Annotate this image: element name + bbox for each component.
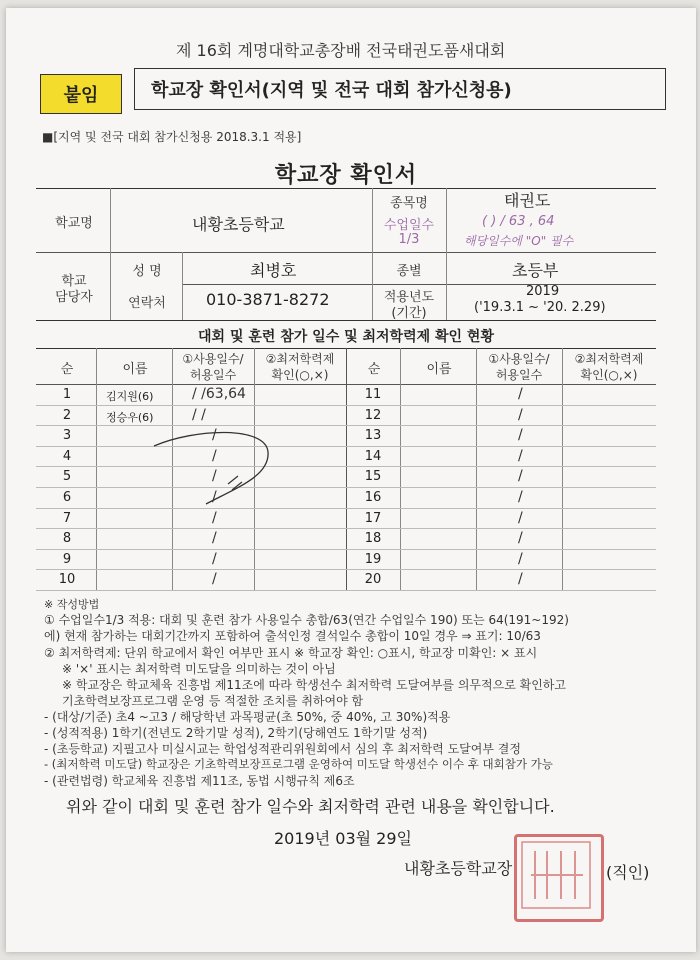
- days-label: 수업일수: [383, 218, 435, 233]
- document-subheading: 학교장 확인서(지역 및 전국 대회 참가신청용): [134, 68, 666, 110]
- header-academic: ②최저학력제: [265, 352, 335, 366]
- note-7: - (초등학교) 지필고사 미실시교는 학업성적관리위원회에서 심의 후 최저학력 도달여부 결정: [44, 742, 521, 756]
- header-days-right-2: 허용일수: [495, 368, 543, 382]
- row-number-right: 16: [364, 490, 382, 505]
- year-value: 2019: [526, 284, 560, 299]
- row-number-right: 12: [364, 407, 382, 423]
- note-4: ※ 학교장은 학교체육 진흥법 제11조에 따라 학생선수 최저학력 도달여부를 의무적으로 확인하고: [62, 678, 566, 692]
- row-number: 7: [62, 510, 72, 526]
- category-label: 종별: [396, 264, 422, 279]
- year-label-2: (기간): [391, 306, 427, 321]
- days-entry: /: [212, 489, 217, 505]
- row-number: 10: [58, 572, 76, 588]
- days-entry: /: [212, 530, 217, 547]
- header-academic-right-2: 확인(○,×): [580, 368, 638, 382]
- days-entry-right: /: [518, 571, 523, 588]
- days-entry: /: [212, 571, 217, 588]
- school-name: 내황초등학교: [192, 215, 285, 234]
- header-name-right: 이름: [426, 362, 452, 377]
- header-name: 이름: [122, 362, 148, 377]
- days-required-note: 해당일수에 "O" 필수: [464, 234, 574, 248]
- phone-label: 연락처: [128, 296, 166, 311]
- days-entry-right: /: [518, 468, 523, 485]
- note-1: ① 수업일수1/3 적용: 대회 및 훈련 참가 사용일수 총합/63(연간 수업일수 190) 또는 64(191~192): [44, 613, 569, 627]
- event-label: 종목명: [390, 196, 428, 211]
- year-period: ('19.3.1 ~ '20. 2.29): [474, 300, 606, 315]
- days-entry-right: /: [518, 530, 523, 547]
- days-value: ( ) / 63 , 64: [482, 214, 555, 229]
- seal-pattern: [517, 837, 595, 913]
- document-page: [6, 8, 696, 952]
- days-entry-right: /: [518, 427, 523, 444]
- days-entry-right: /: [518, 509, 523, 526]
- note-9: - (관련법령) 학교체육 진흥법 제11조, 동법 시행규칙 제6조: [44, 774, 355, 788]
- row-number-right: 17: [364, 510, 382, 526]
- row-number-right: 15: [364, 469, 382, 485]
- days-entry: / /63,64: [192, 386, 246, 402]
- note-6: - (성적적용) 1학기(전년도 2학기말 성적), 2학기(당해연도 1학기말 성적): [44, 726, 428, 740]
- contact-label-2: 담당자: [55, 290, 93, 305]
- header-no: 순: [60, 362, 74, 377]
- row-number: 4: [62, 448, 72, 464]
- signing-date: 2019년 03월 29일: [274, 829, 412, 848]
- student-name: 김지원(6): [106, 390, 154, 403]
- event-value: 태권도: [504, 191, 551, 210]
- competition-title: 제 16회 계명대학교총장배 전국태권도품새대회: [176, 41, 506, 60]
- days-entry: /: [212, 427, 217, 444]
- header-academic-right: ②최저학력제: [574, 352, 644, 366]
- days-label-ratio: 1/3: [398, 232, 420, 247]
- note-5: - (대상/기준) 초4 ~고3 / 해당학년 과목평균(초 50%, 중 40%, 고 30%)적용: [44, 710, 451, 724]
- row-number-right: 20: [364, 572, 382, 588]
- attachment-badge: 붙임: [40, 74, 122, 114]
- row-number-right: 19: [364, 551, 382, 567]
- principal-signature: 내황초등학교장: [404, 859, 513, 878]
- row-number: 1: [62, 387, 72, 402]
- official-seal: [514, 834, 604, 922]
- days-entry-right: /: [518, 386, 523, 402]
- row-number: 8: [62, 531, 72, 547]
- note-8: - (최저학력 미도달) 학교장은 기초학력보장프로그램 운영하여 미도달 학생선수 이수 후 대회참가 가능: [44, 757, 553, 771]
- name-label: 성 명: [132, 264, 162, 279]
- days-entry-right: /: [518, 447, 523, 464]
- note-3: ※ '×' 표시는 최저학력 미도달을 의미하는 것이 아님: [62, 662, 336, 676]
- seal-label: (직인): [606, 863, 650, 882]
- header-days-2: 허용일수: [189, 368, 237, 382]
- row-number: 3: [62, 428, 72, 444]
- table-section-title: 대회 및 훈련 참가 일수 및 최저학력제 확인 현황: [198, 329, 494, 345]
- scribble-mark: [228, 476, 242, 490]
- header-days: ①사용일수/: [182, 352, 244, 366]
- header-no-right: 순: [367, 362, 381, 377]
- year-label: 적용년도: [383, 290, 435, 305]
- note-2: ② 최저학력제: 단위 학교에서 확인 여부만 표시 ※ 학교장 확인: ○표시, 학교장 미확인: × 표시: [44, 646, 538, 660]
- form-version-note: ■[지역 및 전국 대회 참가신청용 2018.3.1 적용]: [42, 130, 302, 144]
- row-number-right: 13: [364, 428, 382, 444]
- header-days-right: ①사용일수/: [488, 352, 550, 366]
- days-entry-right: /: [518, 489, 523, 505]
- note-4b: 기초학력보장프로그램 운영 등 적절한 조치를 취하여야 함: [62, 694, 364, 708]
- row-number-right: 14: [364, 448, 382, 464]
- row-number: 5: [62, 469, 72, 485]
- notes-heading: ※ 작성방법: [44, 598, 100, 611]
- days-entry: /: [212, 550, 217, 567]
- row-number: 6: [62, 490, 72, 505]
- note-1b: 에) 현재 참가하는 대회기간까지 포함하여 출석인정 결석일수 총합이 10일 경우 ⇒ 표기: 10/63: [44, 629, 541, 643]
- student-name: 정승우(6): [106, 410, 154, 424]
- scribble-curve: [154, 432, 268, 504]
- row-number-right: 18: [364, 531, 382, 547]
- phone-value: 010-3871-8272: [206, 290, 330, 309]
- days-entry: /: [212, 468, 217, 485]
- category-value: 초등부: [512, 261, 559, 280]
- header-academic-2: 확인(○,×): [271, 368, 329, 382]
- days-entry: /: [212, 447, 217, 464]
- confirmation-statement: 위와 같이 대회 및 훈련 참가 일수와 최저학력 관련 내용을 확인합니다.: [66, 797, 555, 816]
- handwritten-scribble: [6, 8, 696, 608]
- document-title: 학교장 확인서: [274, 163, 418, 188]
- days-entry: / /: [192, 406, 206, 423]
- row-number: 2: [62, 407, 72, 423]
- days-entry-right: /: [518, 406, 523, 423]
- row-number-right: 11: [364, 387, 382, 402]
- days-entry: /: [212, 509, 217, 526]
- contact-label: 학교: [61, 274, 87, 289]
- name-value: 최병호: [250, 261, 297, 280]
- row-number: 9: [62, 551, 72, 567]
- school-label: 학교명: [55, 216, 93, 231]
- days-entry-right: /: [518, 550, 523, 567]
